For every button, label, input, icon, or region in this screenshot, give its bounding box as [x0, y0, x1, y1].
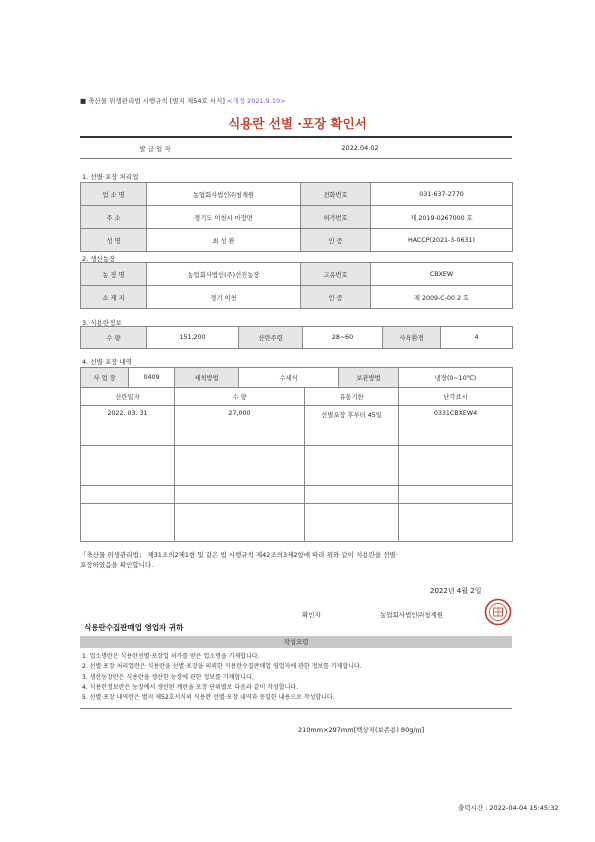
manager-label: 성 명 [81, 229, 147, 252]
cell-quantity [175, 446, 305, 486]
cell-quantity: 27,000 [175, 406, 305, 446]
official-seal-icon [484, 598, 512, 626]
section3-table [80, 326, 513, 349]
wash-method-value: 수세식 [239, 368, 339, 388]
section4-table [80, 367, 513, 542]
header-lay-date: 산란일자 [81, 388, 175, 406]
weekage-value: 28~60 [303, 327, 383, 349]
phone-label: 전화번호 [301, 183, 371, 206]
section4-title: 4. 선별·포장 내역 [82, 358, 133, 366]
list-item: 3. 생산농장란은 식용란을 생산한 농장에 관한 정보를 기재합니다. [82, 673, 254, 681]
table-row [81, 504, 513, 542]
cell-expiry: 선별포장 후부터 45일 [305, 406, 399, 446]
storage-value: 냉장(0~10℃) [399, 368, 513, 388]
cell-lay-date: 2022. 03. 31 [81, 406, 175, 446]
cell-quantity [175, 486, 305, 504]
list-item: 5. 선별·포장 내역란은 별지 제52호서식의 식용란 선별·포장 내역과 동일한 내용으로 작성합니다. [82, 694, 335, 702]
farm-address: 경기 이천 [147, 286, 301, 309]
weekage-label: 산란주령 [239, 327, 303, 349]
site-label: 사 업 장 [81, 368, 129, 388]
statement-line-1: 「축산물 위생관리법」 제31조의2제1항 및 같은 법 시행규칙 제42조의3제2항에 따라 위와 같이 식용란을 선별· [80, 551, 398, 559]
table-row [81, 486, 513, 504]
haccp-label: 인 증 [301, 229, 371, 252]
cell-expiry [305, 486, 399, 504]
section1-title: 1. 선별·포장 처리업 [82, 173, 139, 181]
business-address: 경기도 이천시 마장면 [147, 206, 301, 229]
statement [80, 550, 512, 570]
business-name: 농업회사법인㈜청계원 [147, 183, 301, 206]
document-title: 식용란 선별 ·포장 확인서 [228, 116, 367, 131]
farm-name-label: 농 장 명 [81, 263, 147, 286]
qty-label: 수 량 [81, 327, 147, 349]
cell-lay-date [81, 486, 175, 504]
cell-expiry [305, 446, 399, 486]
list-item: 1. 업소명란은 식용란선별·포장업 허가를 받은 업소명을 기재합니다. [82, 653, 260, 660]
farm-code-label: 고유번호 [301, 263, 371, 286]
farm-code: CBXEW [371, 263, 513, 286]
print-timestamp: 출력시간 : 2022-04-04 15:45:32 [458, 804, 559, 812]
cell-shell-mark [399, 504, 513, 542]
cell-quantity [175, 504, 305, 542]
farm-cert-label: 인 증 [301, 286, 371, 309]
section2-table [80, 262, 513, 309]
site-value: 0409 [129, 368, 175, 388]
business-name-label: 업 소 명 [81, 183, 147, 206]
rearing-label: 사육환경 [383, 327, 441, 349]
permit-number: 제 2019-0267000 호 [371, 206, 513, 229]
statement-line-2: 포장하였음을 확인합니다. [80, 561, 154, 569]
issue-rule [80, 158, 512, 159]
header-expiry: 유통기한 [305, 388, 399, 406]
recipient: 식용란수집판매업 영업자 귀하 [84, 623, 184, 632]
list-item: 4. 식용란정보란은 농장에서 생산된 계란을 포장 단위별로 다음과 같이 작성합니다. [82, 683, 299, 691]
storage-label: 보관방법 [339, 368, 399, 388]
notes-bottom-rule [80, 708, 512, 709]
header-quantity: 수 량 [175, 388, 305, 406]
farm-name: 농업회사법인(주)선진농장 [147, 263, 301, 286]
cell-expiry [305, 504, 399, 542]
cell-shell-mark [399, 486, 513, 504]
signer-name: 농업회사법인㈜청계원 [380, 611, 444, 619]
phone-number: 031-637-2770 [371, 183, 513, 206]
form-reference [80, 96, 286, 105]
issue-date-value: 2022.04.02 [341, 144, 379, 152]
header-shell-mark: 난각표시 [399, 388, 513, 406]
section2-title: 2. 생산농장 [82, 255, 116, 263]
signer-role: 확인자 [302, 611, 321, 619]
rearing-value: 4 [441, 327, 513, 349]
revision-text: <개정 2021.9.10> [226, 97, 286, 105]
farm-address-label: 소 재 지 [81, 286, 147, 309]
title-rule [80, 136, 512, 138]
cell-shell-mark [399, 446, 513, 486]
list-item: 2. 선별·포장 처리업란은 식용란을 선별·포장을 의뢰한 식용란수집판매업 영업자에 관한 정보를 기재합니다. [82, 663, 362, 671]
signature-date: 2022년 4월 2일 [430, 587, 482, 595]
issue-date-label: 발 급 일 자 [139, 145, 171, 153]
manager-name: 최 성 환 [147, 229, 301, 252]
cell-shell-mark: 0331CBXEW4 [399, 406, 513, 446]
table-row [81, 406, 513, 446]
wash-method-label: 세척방법 [175, 368, 239, 388]
qty-value: 151,200 [147, 327, 239, 349]
permit-label: 허가번호 [301, 206, 371, 229]
cell-lay-date [81, 504, 175, 542]
cell-lay-date [81, 446, 175, 486]
section3-title: 3. 식용란정보 [82, 319, 122, 327]
notes-list [82, 652, 512, 703]
notes-title: 작성요령 [80, 636, 512, 648]
paper-spec: 210mm×297mm[백상지(보존용) 80g/㎡] [298, 726, 425, 734]
section1-table [80, 182, 513, 252]
farm-cert: 제 2009-C-00 2 호 [371, 286, 513, 309]
address-label: 주 소 [81, 206, 147, 229]
table-row [81, 446, 513, 486]
form-ref-text: ■ 축산물 위생관리법 시행규칙 [별지 제54호 서식] [80, 97, 225, 105]
haccp-number: HACCP(2021-3-0631) [371, 229, 513, 252]
